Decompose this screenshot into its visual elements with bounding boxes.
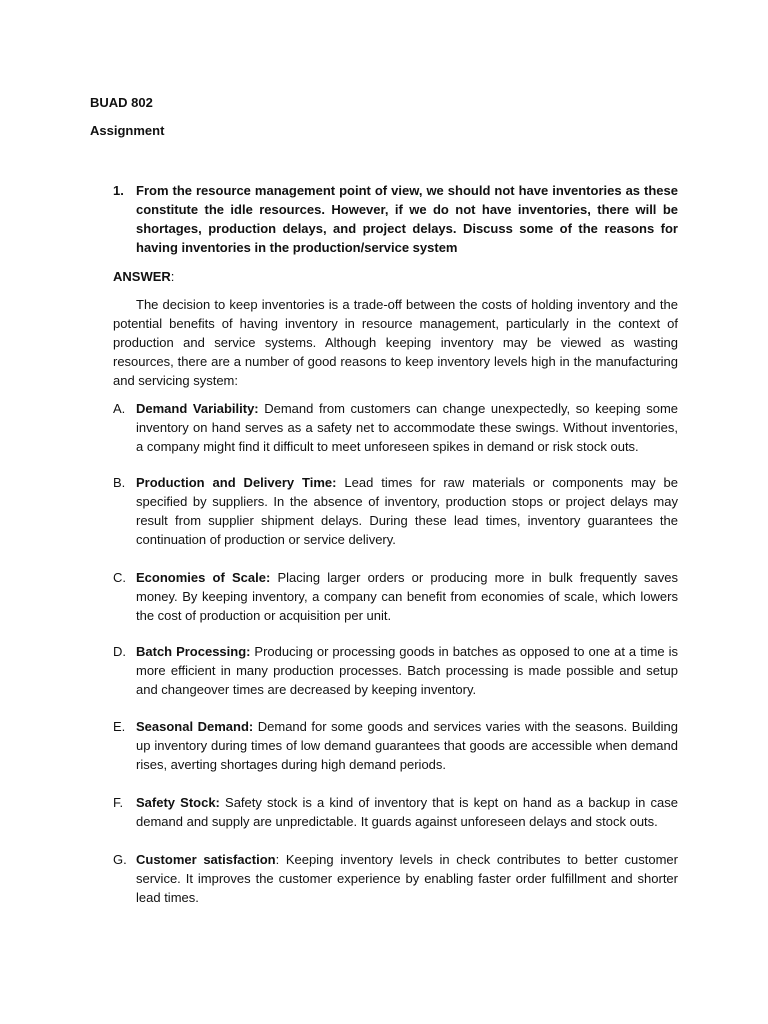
list-item-term: Demand Variability: <box>136 401 259 416</box>
list-item-text: Producing or processing goods in batches as opposed to one at a time is more efficient in many production processes. Batch processing is made possible and setup and changeover times are decreased by keeping inventory. <box>136 644 678 697</box>
list-item-text: Safety stock is a kind of inventory that is kept on hand as a backup in case demand and supply are unpredictable. It guards against unforeseen delays and stock outs. <box>136 795 678 829</box>
answer-label: ANSWER <box>113 269 171 284</box>
list-item-term: Production and Delivery Time: <box>136 475 337 490</box>
list-item-text: Lead times for raw materials or components may be specified by suppliers. In the absence of inventory, production stops or project delays may result from supplier shipment delays. During these lead times, inventory guarantees the continuation of production or service delivery. <box>136 475 678 547</box>
list-item-text: Placing larger orders or producing more in bulk frequently saves money. By keeping inventory, a company can benefit from economies of scale, which lowers the cost of production or acquisition per unit. <box>136 570 678 623</box>
list-item-safety-stock <box>113 793 678 831</box>
list-item-letter: G. <box>113 852 127 867</box>
list-item-batch-processing <box>113 642 678 699</box>
list-item-term: Safety Stock: <box>136 795 220 810</box>
list-item-letter: C. <box>113 570 126 585</box>
list-item-text: Demand for some goods and services varies with the seasons. Building up inventory during times of low demand guarantees that goods are accessible when demand rises, averting shortages during high demand periods. <box>136 719 678 772</box>
list-item-body <box>136 642 678 699</box>
question-1 <box>113 181 678 257</box>
list-item-term: Batch Processing: <box>136 644 251 659</box>
list-item-term: Economies of Scale: <box>136 570 271 585</box>
list-item-letter: B. <box>113 475 126 490</box>
list-item-demand-variability <box>113 399 678 456</box>
list-item-production-delivery-time <box>113 473 678 549</box>
list-item-body <box>136 717 678 774</box>
list-item-text: : Keeping inventory levels in check contributes to better customer service. It improves the customer experience by enabling faster order fulfillment and shorter lead times. <box>136 852 678 905</box>
list-item-customer-satisfaction <box>113 850 678 907</box>
answer-heading <box>113 268 174 286</box>
list-item-text: Demand from customers can change unexpectedly, so keeping some inventory on hand serves as a safety net to accommodate these swings. Without inventories, a company might find it difficult to meet unforeseen spikes in demand or risk stock outs. <box>136 401 678 454</box>
list-item-body <box>136 850 678 907</box>
list-item-seasonal-demand <box>113 717 678 774</box>
question-number: 1. <box>113 183 124 198</box>
list-item-term: Customer satisfaction <box>136 852 276 867</box>
answer-label-colon: : <box>170 269 175 284</box>
assignment-title: Assignment <box>90 123 165 138</box>
list-item-letter: E. <box>113 719 126 734</box>
list-item-economies-of-scale <box>113 568 678 625</box>
list-item-term: Seasonal Demand: <box>136 719 254 734</box>
list-item-body <box>136 793 678 831</box>
list-item-body <box>136 473 678 549</box>
list-item-body <box>136 399 678 456</box>
answer-intro: The decision to keep inventories is a trade-off between the costs of holding inventory and the potential benefits of having inventory in resource management, particularly in the context of production and service systems. Although keeping inventory may be viewed as wasting resources, there are a number of good reasons to keep inventory levels high in the manufacturing and servicing system: <box>113 297 678 388</box>
list-item-letter: D. <box>113 644 126 659</box>
list-item-body <box>136 568 678 625</box>
course-code: BUAD 802 <box>90 95 153 110</box>
list-item-letter: F. <box>113 795 124 810</box>
list-item-letter: A. <box>113 401 126 416</box>
question-text: From the resource management point of view, we should not have inventories as these constitute the idle resources. However, if we do not have inventories, there will be shortages, production delays, and project delays. Discuss some of the reasons for having inventories in the production/service system <box>136 183 678 255</box>
